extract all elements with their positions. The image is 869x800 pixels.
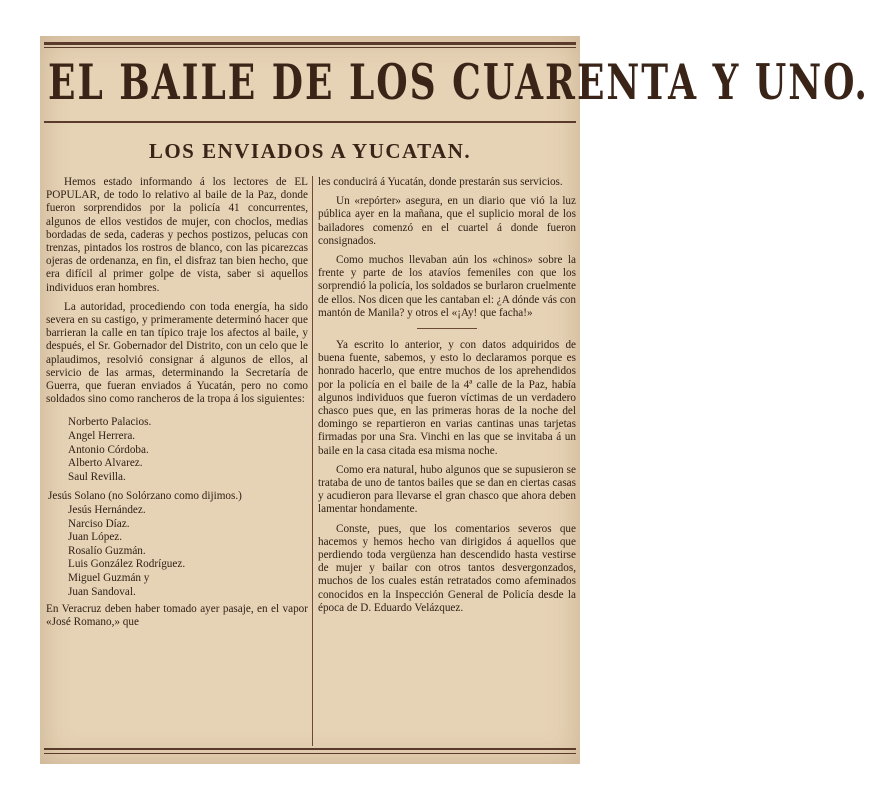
- name-list: [46, 416, 308, 599]
- paragraph: Como muchos llevaban aún los «chinos» sobre la frente y parte de los atavíos femeniles con que los sorprendió la policía, los soldados se burlaron cruelmente de ellos. Nos dicen que les cantaban el: ¿A dónde vás con mantón de Manila? y otros el «¡Ay! que facha!»: [318, 254, 576, 319]
- top-rule-thin: [44, 47, 576, 48]
- list-item: Alberto Alvarez.: [68, 457, 143, 470]
- list-item: Angel Herrera.: [68, 430, 136, 443]
- bottom-rule: [44, 748, 576, 750]
- paragraph: Hemos estado informando á los lectores de EL POPULAR, de todo lo relativo al baile de la Paz, donde fueron sorprendidos por la policía 41 concurrentes, algunos de ellos vestidos de mujer, con choclos, medias bordadas de seda, caderas y pechos postizos, pelucas con trenzas, pintados los rostros de blanco, con las picarezcas ojeras de ordenanza, en fin, el disfraz tan bien hecho, que era difícil al primer golpe de vista, saber si aquellos individuos eran hombres.: [46, 176, 308, 294]
- list-item: Jesús Hernández.: [68, 504, 146, 517]
- list-item: Rosalío Guzmán.: [68, 544, 146, 557]
- left-column: [46, 176, 308, 636]
- paragraph: les conducirá á Yucatán, donde prestarán sus servicios.: [318, 176, 563, 188]
- headline-rule: [44, 121, 576, 123]
- list-item: Narciso Díaz.: [68, 517, 130, 530]
- paragraph: La autoridad, procediendo con toda energía, ha sido severa en su castigo, y primeramente determinó hacer que barrieran la calle en tan típico traje los afectos al baile, y después, el Sr. Gobernador del Distrito, con un celo que le aplaudimos, resolvió consignar á algunos de ellos, al servicio de las armas, determinando la Secretaría de Guerra, que fueran enviados á Yucatán, pero no como soldados sino como rancheros de la tropa á los siguientes:: [46, 300, 308, 406]
- paragraph: Ya escrito lo anterior, y con datos adquiridos de buena fuente, sabemos, y esto lo declaramos porque es honrado hacerlo, que entre muchos de los aprehendidos por la policía en el baile de la 4ª calle de la Paz, había algunos individuos que fueron víctimas de un verdadero chasco pues que, en las primeras horas de la noche del domingo se repartieron en varias cantinas unas tarjetas firmadas por una Sra. Vinchi en las que se invitaba á un baile en la casa citada esa misma noche.: [318, 339, 576, 457]
- list-item: Luis González Rodríguez.: [68, 558, 186, 571]
- headline: EL BAILE DE LOS CUARENTA Y UNO.: [48, 54, 869, 112]
- paragraph: Como era natural, hubo algunos que se supusieron se trataba de uno de tantos bailes que se dan en ciertas casas y acudieron para llevarse el gran chasco que ahora deben lamentar hondamente.: [318, 463, 576, 516]
- column-divider: [312, 176, 313, 746]
- right-column: [318, 176, 576, 621]
- paragraph: En Veracruz deben haber tomado ayer pasaje, en el vapor «José Romano,» que: [46, 603, 308, 629]
- list-item: Antonio Córdoba.: [68, 443, 149, 456]
- section-separator: [417, 328, 477, 329]
- list-item: Miguel Guzmán y: [68, 571, 150, 584]
- subheadline: LOS ENVIADOS A YUCATAN.: [148, 139, 472, 163]
- bottom-rule-thin: [44, 753, 576, 754]
- paragraph: Un «repórter» asegura, en un diario que vió la luz pública ayer en la mañana, que el suplicio moral de los bailadores comenzó en el cuartel á donde fueron consignados.: [318, 195, 576, 247]
- paragraph: Conste, pues, que los comentarios severos que hacemos y hemos hecho van dirigidos á aquellos que perdiendo toda vergüenza han descendido hasta vestirse de mujer y bailar con otros tantos desvergonzados, muchos de los cuales están retratados como afeminados conocidos en la Inspección General de Policía desde la época de D. Eduardo Velázquez.: [318, 522, 576, 614]
- list-item: Juan Sandoval.: [68, 585, 136, 598]
- top-rule: [44, 42, 576, 45]
- list-item: Jesús Solano (no Solórzano como dijimos.): [48, 490, 242, 503]
- list-item: Norberto Palacios.: [68, 416, 152, 429]
- newspaper-clipping: [40, 36, 869, 764]
- list-item: Juan López.: [68, 531, 123, 544]
- list-item: Saul Revilla.: [68, 470, 126, 483]
